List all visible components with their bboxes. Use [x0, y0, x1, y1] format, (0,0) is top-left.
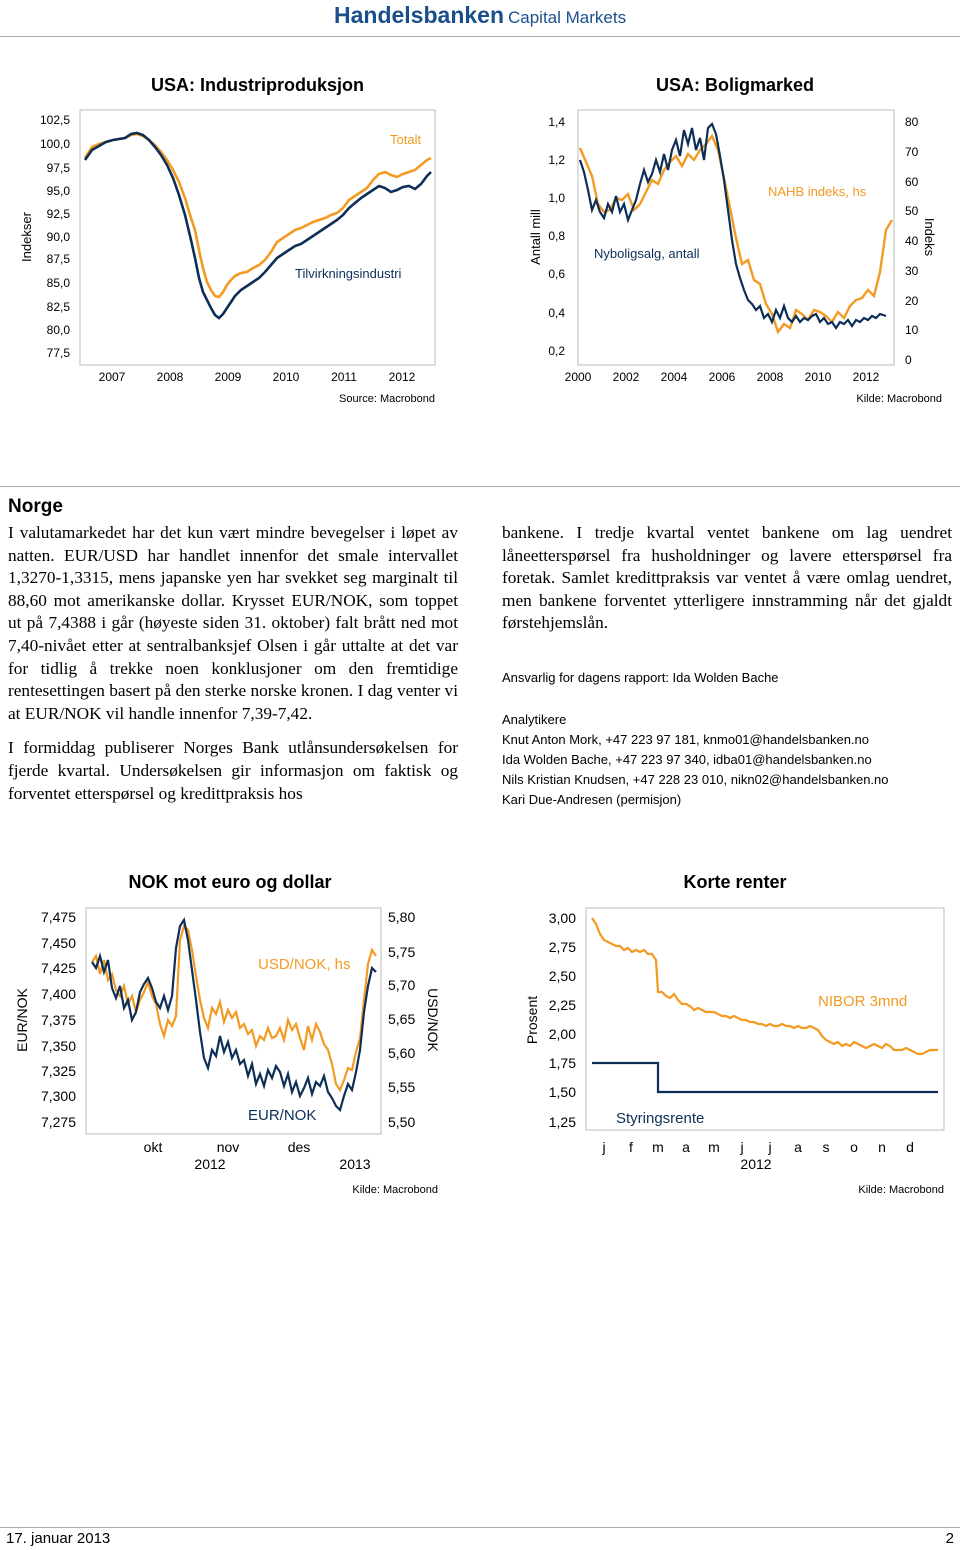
analyst-line: Nils Kristian Knudsen, +47 228 23 010, nikn02@handelsbanken.no — [502, 772, 889, 787]
analysts-block — [502, 710, 952, 810]
y-tick: 1,2 — [548, 153, 565, 167]
y-tick: 80,0 — [46, 323, 70, 337]
x-tick: j — [768, 1139, 772, 1155]
section-heading: Norge — [8, 496, 63, 517]
y-tick: 7,350 — [40, 1038, 76, 1054]
x-tick: 2008 — [156, 370, 184, 384]
y-ticks-left — [548, 115, 565, 358]
x-tick: m — [708, 1139, 720, 1155]
chart-title-bolig: USA: Boligmarked — [655, 75, 815, 95]
x-tick: 2007 — [98, 370, 126, 384]
y-tick: 102,5 — [39, 113, 70, 127]
paragraph: bankene. I tredje kvartal ventet bankene om lag uendret låneetterspørsel fra husholdninger og lavere etterspørsel fra foretak. Samlet kredittpraksis var ventet å være omlag uendret, men bankene forventet ytterligere innstramming når det gjaldt førstehjemslån. — [502, 523, 952, 633]
brand-subtitle: Capital Markets — [508, 8, 627, 27]
y-tick: 1,4 — [548, 115, 565, 129]
y-tick: 70 — [905, 145, 919, 159]
y-tick: 5,65 — [388, 1011, 416, 1027]
legend-styringsrente: Styringsrente — [616, 1110, 705, 1127]
y-tick: 95,0 — [46, 184, 70, 198]
y-tick: 0,6 — [548, 267, 565, 281]
legend-usdnok: USD/NOK, hs — [258, 956, 351, 973]
x-tick: des — [287, 1139, 311, 1155]
x-ticks — [601, 1139, 913, 1172]
x-tick: n — [878, 1139, 886, 1155]
analysts-heading: Analytikere — [502, 712, 567, 727]
y-ticks-left — [41, 909, 76, 1130]
y-axis-label-right: Indeks — [922, 217, 937, 257]
y-tick: 90,0 — [46, 230, 70, 244]
x-tick: 2000 — [564, 370, 592, 384]
chart-source: Kilde: Macrobond — [352, 1184, 438, 1196]
legend-eurnok: EUR/NOK — [248, 1107, 317, 1124]
x-tick: 2011 — [331, 370, 357, 384]
x-tick: m — [652, 1139, 664, 1155]
y-tick: 82,5 — [46, 300, 70, 314]
y-tick: 7,450 — [40, 935, 76, 951]
y-tick: 0 — [905, 353, 912, 367]
legend-totalt: Totalt — [390, 132, 422, 147]
y-tick: 7,275 — [40, 1114, 76, 1130]
x-tick: a — [682, 1139, 690, 1155]
y-axis-label-right: USD/NOK — [425, 988, 441, 1052]
brand-name: Handelsbanken — [334, 2, 504, 28]
y-ticks — [549, 910, 576, 1130]
plot-frame — [586, 908, 944, 1130]
plot-frame — [80, 110, 435, 365]
y-axis-label: Indekser — [19, 212, 34, 262]
y-tick: 7,325 — [40, 1063, 76, 1079]
y-axis-label: Prosent — [524, 995, 540, 1045]
y-tick: 2,75 — [548, 939, 576, 955]
y-tick: 97,5 — [46, 161, 70, 175]
y-tick: 2,50 — [548, 968, 576, 984]
x-tick: f — [629, 1139, 633, 1155]
x-tick: 2012 — [852, 370, 880, 384]
paragraph: I valutamarkedet har det kun vært mindre bevegelser i løpet av natten. EUR/USD har handlet innenfor det smale intervallet 1,3270-1,3315, mens japanske yen har svekket seg marginalt til 88,60 mot amerikanske dollar. Krysset EUR/NOK, som toppet ut på 7,4388 i går (høyeste siden 31. oktober) falt brått ned mot 7,40-nivået etter at sentralbanksjef Olsen i går uttalte at det var for tidlig å trekke noen konklusjoner om den fremtidige rentesettingen basert på den sterke norske kronen. I dag venter vi at EUR/NOK vil handle innenfor 7,39-7,42. — [8, 523, 458, 723]
x-year: 2012 — [740, 1156, 772, 1172]
legend-salg: Nyboligsalg, antall — [594, 246, 700, 261]
brand-logo — [334, 2, 634, 30]
chart-renter — [520, 900, 952, 1200]
x-year: 2012 — [194, 1156, 226, 1172]
y-tick: 1,50 — [548, 1084, 576, 1100]
x-tick: d — [906, 1139, 914, 1155]
chart-source: Kilde: Macrobond — [858, 1184, 944, 1196]
legend-nahb: NAHB indeks, hs — [768, 184, 867, 199]
y-axis-label-left: Antall mill — [528, 209, 543, 265]
footer-page-number: 2 — [945, 1530, 954, 1547]
x-tick: 2008 — [756, 370, 784, 384]
y-tick: 87,5 — [46, 252, 70, 266]
y-ticks — [40, 113, 70, 360]
y-tick: 80 — [905, 115, 919, 129]
analyst-line: Knut Anton Mork, +47 223 97 181, knmo01@handelsbanken.no — [502, 732, 869, 747]
x-tick: 2009 — [214, 370, 242, 384]
chart-bolig — [520, 100, 950, 410]
y-tick: 7,425 — [40, 960, 76, 976]
y-tick: 3,00 — [548, 910, 576, 926]
x-tick: 2002 — [612, 370, 640, 384]
plot-frame — [86, 908, 381, 1134]
x-ticks — [144, 1139, 371, 1172]
header-rule — [0, 36, 960, 37]
analyst-line: Kari Due-Andresen (permisjon) — [502, 792, 682, 807]
y-axis-label-left: EUR/NOK — [14, 988, 30, 1052]
section-rule — [0, 486, 960, 487]
analyst-line: Ida Wolden Bache, +47 223 97 340, idba01@handelsbanken.no — [502, 752, 872, 767]
chart-source: Kilde: Macrobond — [856, 393, 942, 405]
y-tick: 0,2 — [548, 344, 565, 358]
y-tick: 5,60 — [388, 1045, 416, 1061]
y-tick: 5,75 — [388, 944, 416, 960]
footer-rule — [0, 1527, 960, 1528]
y-tick: 7,400 — [40, 986, 76, 1002]
chart-industri — [15, 100, 445, 410]
y-tick: 60 — [905, 175, 919, 189]
y-tick: 100,0 — [39, 137, 70, 151]
chart-nok — [10, 900, 450, 1200]
x-tick: 2006 — [708, 370, 736, 384]
chart-title-nok: NOK mot euro og dollar — [128, 872, 332, 892]
x-ticks — [565, 370, 880, 384]
y-tick: 5,70 — [388, 977, 416, 993]
y-tick: 77,5 — [46, 346, 70, 360]
paragraph: I formiddag publiserer Norges Bank utlånsundersøkelsen for fjerde kvartal. Undersøkelsen gir informasjon om faktisk og forventet etterspørsel og kredittpraksis hos — [8, 738, 458, 803]
legend-tilvirkning: Tilvirkningsindustri — [295, 266, 402, 281]
responsible-line: Ansvarlig for dagens rapport: Ida Wolden Bache — [502, 670, 779, 685]
y-tick: 0,4 — [548, 306, 565, 320]
y-tick: 5,55 — [388, 1079, 416, 1095]
y-tick: 85,0 — [46, 276, 70, 290]
y-ticks-right — [388, 909, 415, 1130]
y-tick: 1,25 — [548, 1114, 576, 1130]
x-tick: o — [850, 1139, 858, 1155]
x-tick: 2012 — [388, 370, 416, 384]
y-tick: 7,300 — [40, 1088, 76, 1104]
x-year: 2013 — [339, 1156, 371, 1172]
y-tick: 40 — [905, 234, 919, 248]
x-tick: 2010 — [272, 370, 300, 384]
x-tick: nov — [216, 1139, 240, 1155]
x-ticks — [99, 370, 416, 384]
y-tick: 7,475 — [40, 909, 76, 925]
y-ticks-right — [905, 115, 919, 367]
x-tick: 2010 — [804, 370, 832, 384]
article-left-column — [8, 522, 458, 817]
y-tick: 7,375 — [40, 1012, 76, 1028]
chart-title-industri: USA: Industriproduksjon — [151, 75, 364, 95]
x-tick: okt — [143, 1139, 163, 1155]
footer-date: 17. januar 2013 — [6, 1530, 111, 1547]
legend-nibor: NIBOR 3mnd — [818, 993, 908, 1010]
y-tick: 5,50 — [388, 1114, 416, 1130]
x-tick: j — [602, 1139, 606, 1155]
y-tick: 1,0 — [548, 191, 565, 205]
x-tick: 2004 — [660, 370, 688, 384]
y-tick: 10 — [905, 323, 919, 337]
article-right-column — [502, 522, 952, 647]
y-tick: 30 — [905, 264, 919, 278]
y-tick: 2,00 — [548, 1026, 576, 1042]
y-tick: 1,75 — [548, 1055, 576, 1071]
x-tick: s — [822, 1139, 830, 1155]
y-tick: 20 — [905, 294, 919, 308]
x-tick: a — [794, 1139, 802, 1155]
y-tick: 2,25 — [548, 997, 576, 1013]
y-tick: 50 — [905, 204, 919, 218]
x-tick: j — [740, 1139, 744, 1155]
y-tick: 5,80 — [388, 909, 416, 925]
y-tick: 92,5 — [46, 207, 70, 221]
chart-source: Source: Macrobond — [339, 393, 435, 405]
chart-title-renter: Korte renter — [683, 872, 787, 892]
y-tick: 0,8 — [548, 229, 565, 243]
